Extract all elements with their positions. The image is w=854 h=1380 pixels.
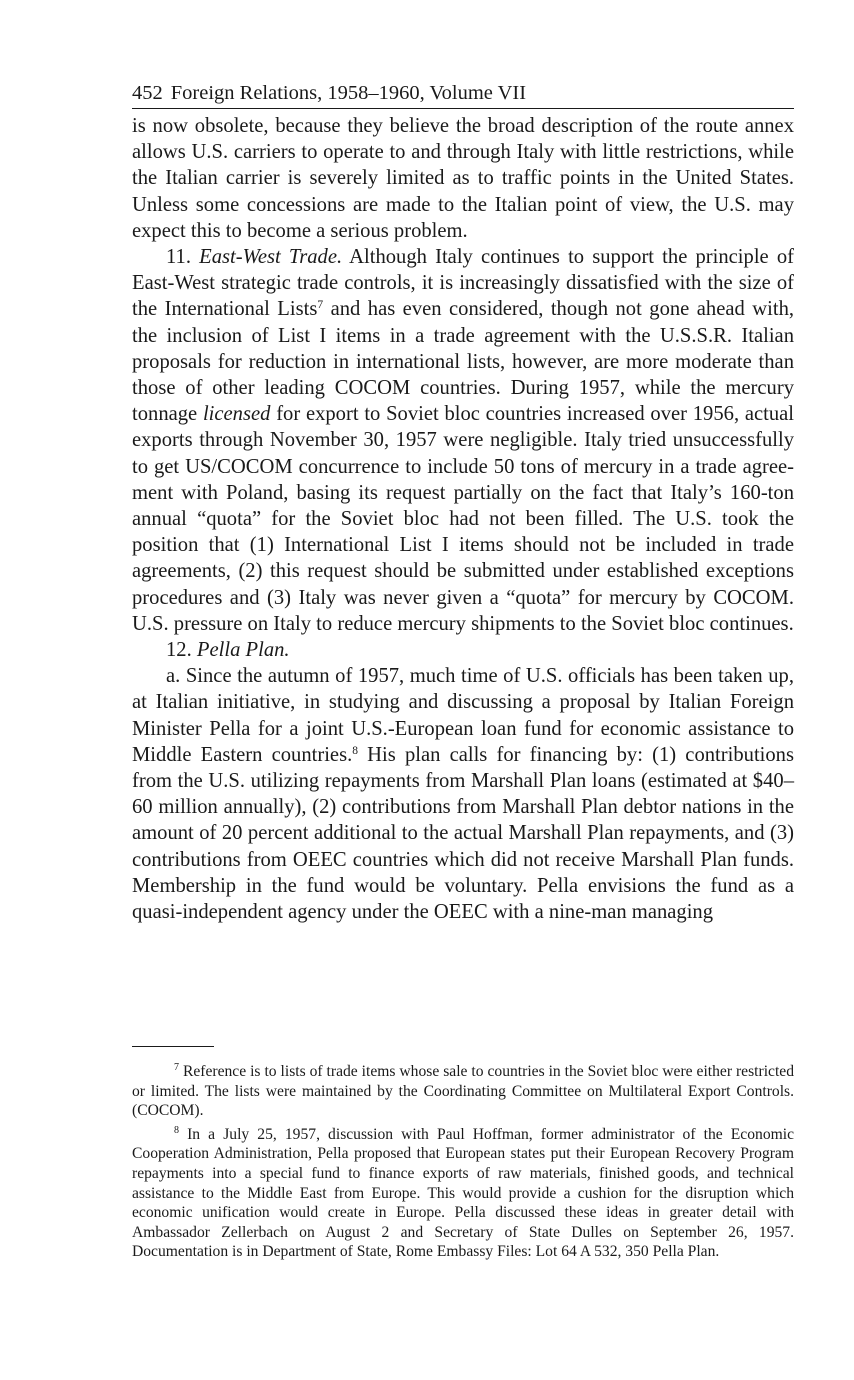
footnote-8-text: In a July 25, 1957, discussion with Paul Hoffman, former administrator of the Economic Cooperation Administration, Pella proposed that European states put their European Recovery Program repayments into a special fund to finance exports of raw materials, finished goods, and technical assistance to the Middle East from Europe. This would provide a cushion for the disruption which economic unification would create in Europe. Pella discussed these ideas in greater detail with Ambassador Zellerbach on August 2 and Secretary of State Dulles on September 26, 1957. Documentation is in Department of State, Rome Embassy Files: Lot 64 A 532, 350 Pella Plan.: [132, 1125, 794, 1261]
paragraph-12: [132, 637, 794, 663]
footnote-7: [132, 1062, 794, 1121]
paragraph-continuation-text: is now obsolete, because they believe the broad description of the route annex allows U.S. carriers to operate to and through Italy with little restrictions, while the Italian carrier is severely limited as to traffic points in the United States. Unless some concessions are made to the Italian point of view, the U.S. may expect this to become a serious problem.: [132, 115, 794, 242]
paragraph-11: [132, 244, 794, 637]
body-text: [132, 113, 794, 925]
footnote-divider: [132, 1046, 214, 1047]
paragraph-12a-text-a: a. Since the autumn of 1957, much time of U.S. officials has been taken up, at Italian initiative, in studying and discussing a proposal by Italian Foreign Minister Pella for a joint U.S.-European loan fund for economic assistance to Middle Eastern countries.: [132, 665, 794, 766]
document-page: [132, 78, 795, 1261]
paragraph-11-number: 11.: [166, 246, 191, 269]
paragraph-11-emphasis: licensed: [202, 403, 271, 426]
paragraph-11-text-b: and has even considered, though not gone ahead with, the inclusion of List I items in a trade agreement with the U.S.S.R. Italian proposals for reduction in international lists, however, are more moderate than those of other leading COCOM countries. During 1957, while the mercury tonnage: [132, 298, 795, 426]
paragraph-12-heading: Pella Plan.: [196, 639, 290, 662]
page-number: 452: [132, 82, 163, 104]
paragraph-11-text-a: Although Italy continues to support the principle of East-West strategic trade controls, it is increasingly dissatisfied with the size of the International Lists: [132, 246, 794, 321]
paragraph-12a-text-b: His plan calls for financing by: (1) contributions from the U.S. utilizing repayments from Marshall Plan loans (estimated at $40–60 million annually), (2) contributions from Marshall Plan debtor nations in the amount of 20 percent additional to the actual Marshall Plan repayments, and (3) contributions from OEEC countries which did not receive Marshall Plan funds. Membership in the fund would be voluntary. Pella envisions the fund as a quasi-independent agency under the OEEC with a nine-man managing: [132, 743, 794, 924]
running-head: [132, 78, 794, 109]
paragraph-continuation: [132, 113, 794, 244]
footnote-8-marker: 8: [174, 1124, 179, 1136]
footnote-7-text: Reference is to lists of trade items whose sale to countries in the Soviet bloc were either restricted or limited. The lists were maintained by the Coordinating Committee on Multilateral Export Controls. (COCOM).: [132, 1063, 794, 1120]
paragraph-11-heading: East-West Trade.: [199, 246, 343, 269]
footnote-8: [132, 1125, 794, 1262]
paragraph-11-text-c: for export to Soviet bloc countries increased over 1956, actual exports through November 30, 1957 were negligible. Italy tried unsuccessfully to get US/​COCOM concurrence to include 50 tons of mercury in a trade agreement with Poland, basing its request partially on the fact that Italy’s 160-ton annual “quota” for the Soviet bloc had not been filled. The U.S. took the position that (1) International List I items should not be included in trade agreements, (2) this request should be submitted under established exceptions procedures and (3) Italy was never given a “quota” for mercury by COCOM. U.S. pressure on Italy to reduce mercury shipments to the Soviet bloc continues.: [132, 403, 794, 635]
footnote-ref-7[interactable]: 7: [317, 299, 324, 312]
footnote-7-marker: 7: [174, 1062, 179, 1073]
volume-title: Foreign Relations, 1958–1960, Volume VII: [170, 82, 527, 104]
footnote-ref-8[interactable]: 8: [352, 744, 358, 757]
paragraph-12a: [132, 663, 794, 925]
footnotes: [132, 1062, 794, 1266]
paragraph-12-number: 12.: [166, 639, 192, 662]
